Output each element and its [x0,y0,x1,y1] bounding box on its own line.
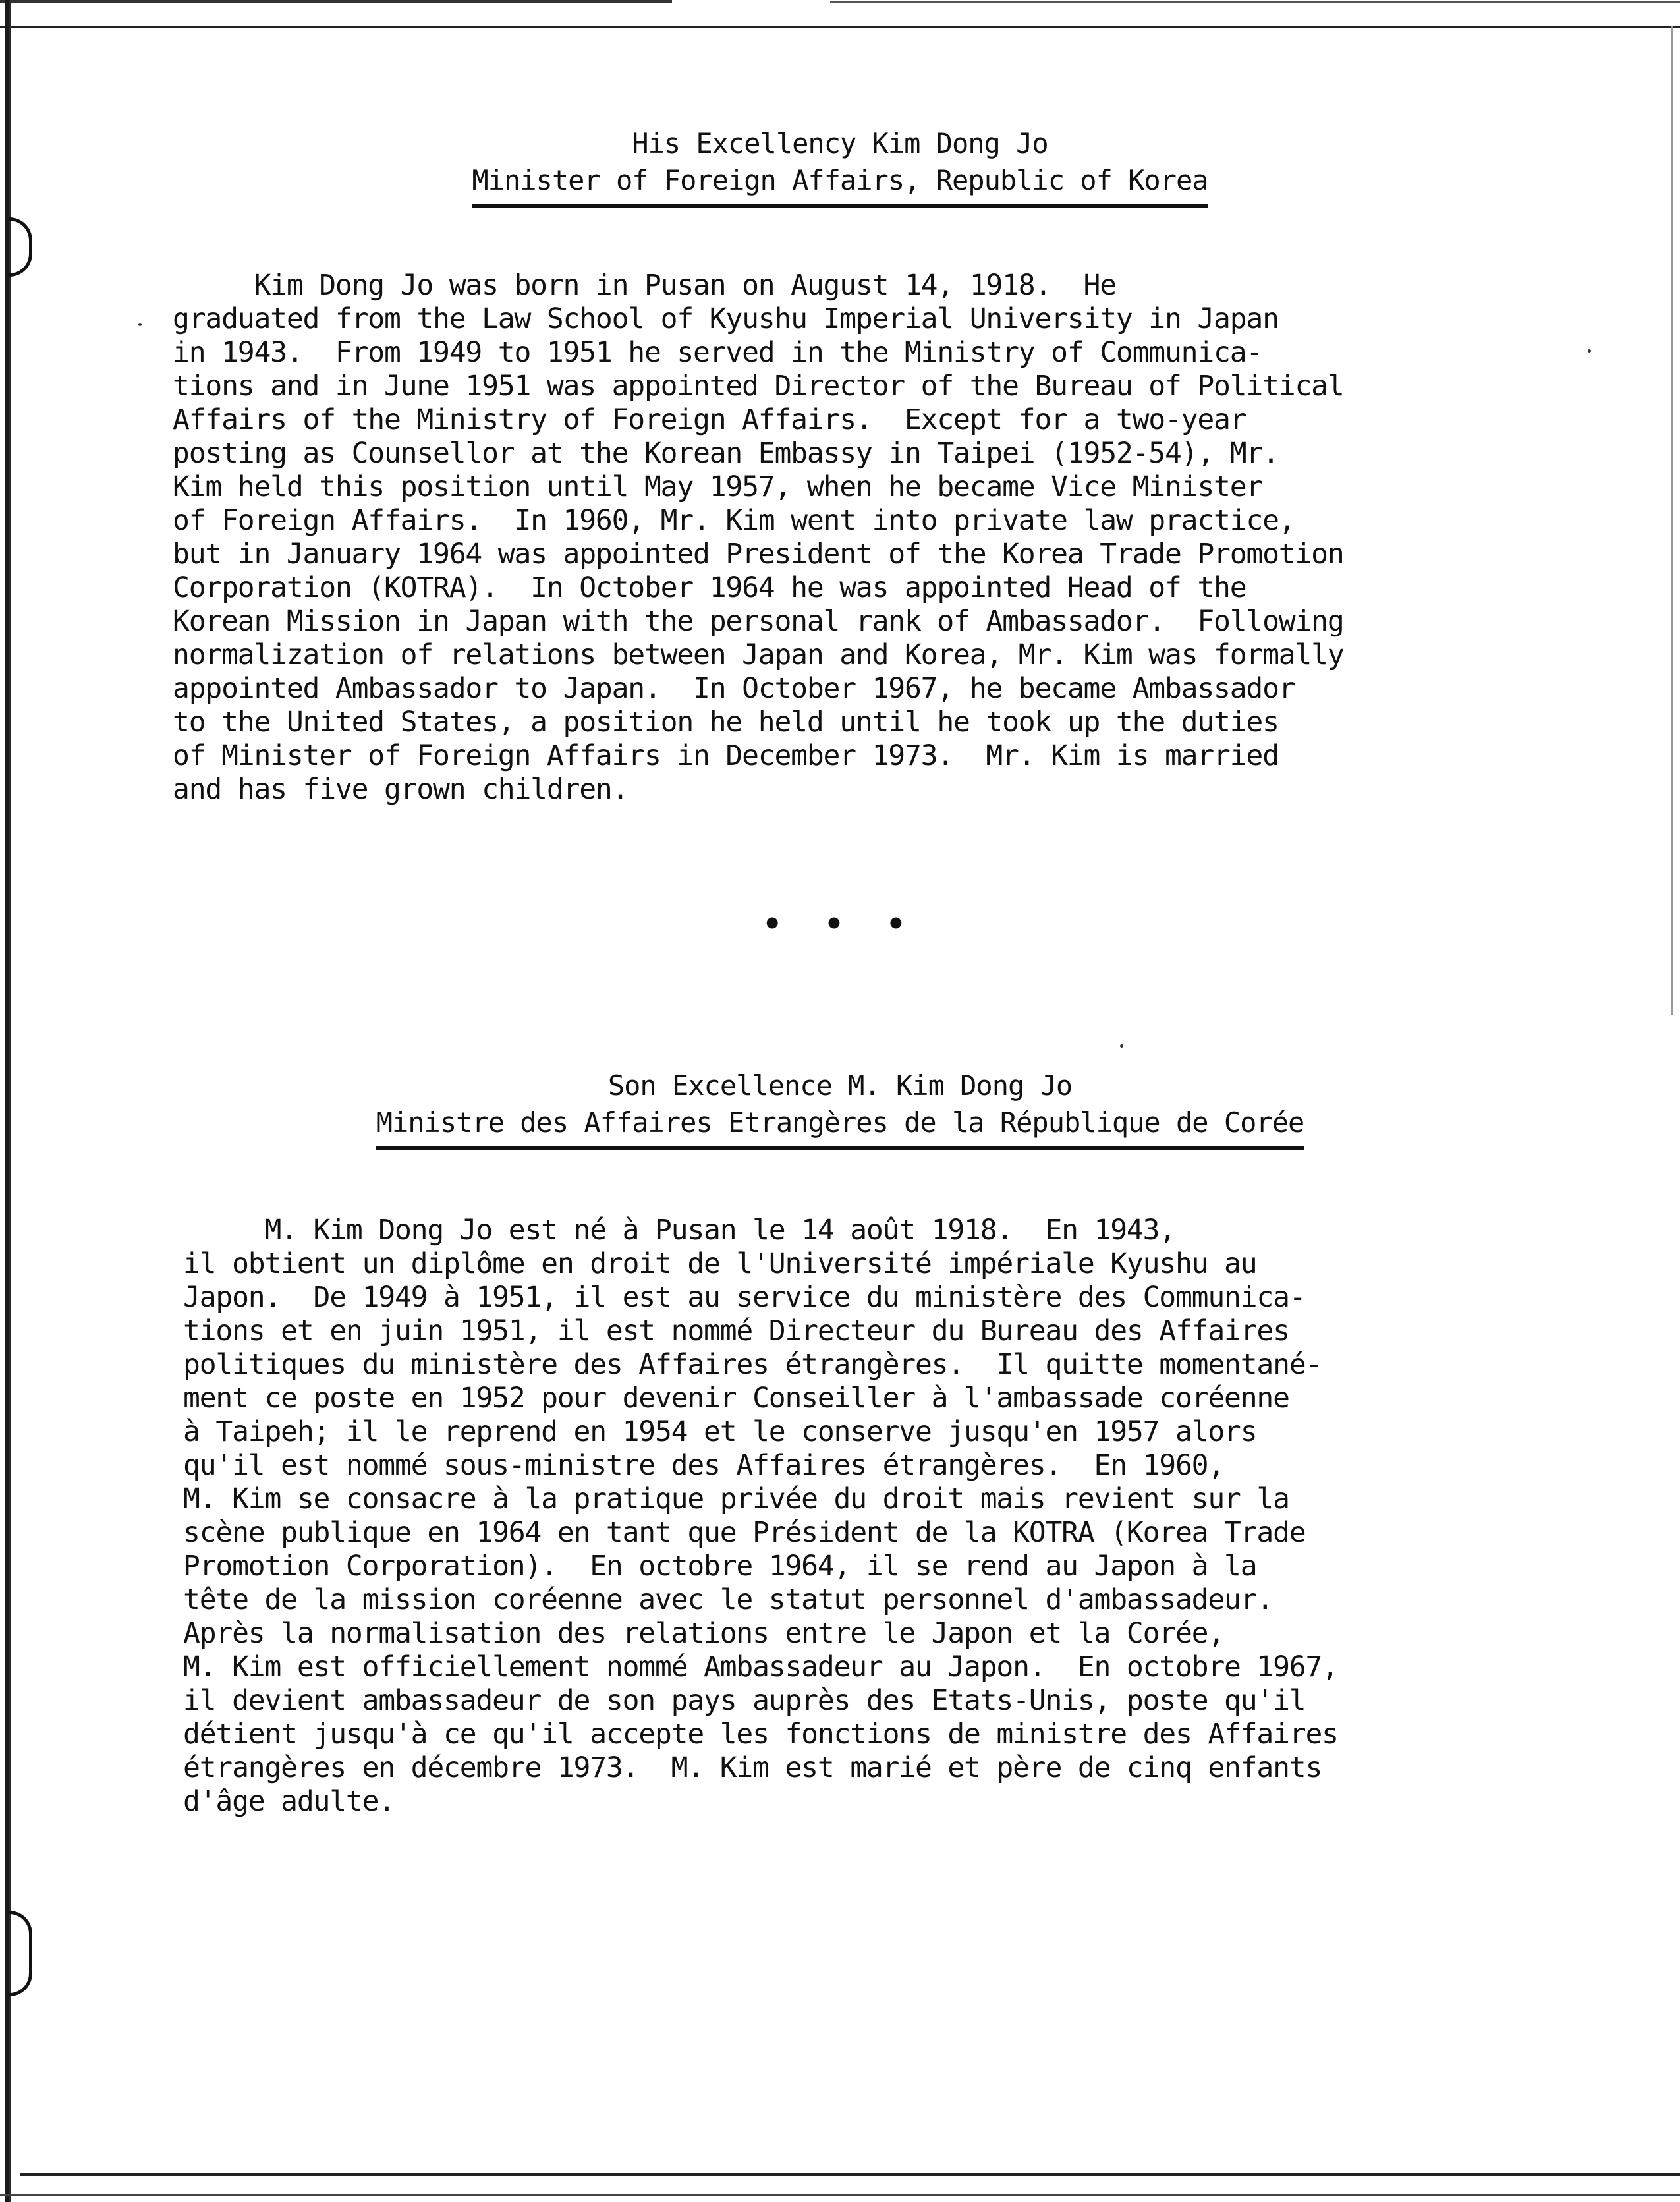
english-subtitle: Minister of Foreign Affairs, Republic of Korea [472,162,1208,208]
body-line: posting as Counsellor at the Korean Embassy in Taipei (1952-54), Mr. [173,437,1279,470]
binding-bracket-bottom [9,1911,32,1996]
body-line: M. Kim est officiellement nommé Ambassadeur au Japon. En octobre 1967, [183,1651,1338,1683]
body-line: Corporation (KOTRA). In October 1964 he was appointed Head of the [173,571,1246,604]
body-line: ment ce poste en 1952 pour devenir Conseiller à l'ambassade coréenne [183,1382,1289,1415]
scan-edge-top-inner [0,26,1680,28]
body-line: à Taipeh; il le reprend en 1954 et le conserve jusqu'en 1957 alors [183,1415,1257,1448]
body-line: détient jusqu'à ce qu'il accepte les fonctions de ministre des Affaires [183,1718,1338,1751]
body-line: and has five grown children. [173,773,629,806]
french-title: Son Excellence M. Kim Dong Jo [607,1069,1073,1102]
body-line: Kim held this position until May 1957, when he became Vice Minister [173,470,1263,503]
body-line: il obtient un diplôme en droit de l'Université impériale Kyushu au [183,1247,1257,1280]
body-line: tions and in June 1951 was appointed Director of the Bureau of Political [173,370,1344,403]
body-line: of Foreign Affairs. In 1960, Mr. Kim went into private law practice, [173,504,1295,537]
body-line: tions et en juin 1951, il est nommé Directeur du Bureau des Affaires [183,1314,1289,1347]
body-line: Kim Dong Jo was born in Pusan on August 14, 1918. He [173,269,1116,302]
body-line: tête de la mission coréenne avec le statut personnel d'ambassadeur. [183,1583,1274,1616]
section-separator: • • • [762,906,918,943]
english-title: His Excellency Kim Dong Jo [632,127,1048,159]
scan-edge-top-right [830,1,1680,3]
body-line: d'âge adulte. [183,1785,395,1818]
body-line: Affairs of the Ministry of Foreign Affairs. Except for a two-year [173,403,1246,436]
body-line: scène publique en 1964 en tant que Président de la KOTRA (Korea Trade [183,1516,1306,1549]
english-biography [173,269,1344,806]
french-biography [183,1214,1338,1819]
body-line: M. Kim se consacre à la pratique privée du droit mais revient sur la [183,1482,1289,1515]
scan-edge-bottom [20,2173,1680,2176]
body-line: Après la normalisation des relations entre le Japon et la Corée, [183,1617,1225,1650]
scan-edge-top [0,0,672,3]
scan-speck [1588,349,1591,353]
body-line: graduated from the Law School of Kyushu Imperial University in Japan [173,302,1279,335]
body-line: in 1943. From 1949 to 1951 he served in the Ministry of Communica- [173,336,1263,369]
body-line: Promotion Corporation). En octobre 1964, il se rend au Japon à la [183,1550,1257,1583]
body-line: politiques du ministère des Affaires étrangères. Il quitte momentané- [183,1348,1322,1381]
body-line: qu'il est nommé sous-ministre des Affaires étrangères. En 1960, [183,1449,1225,1482]
scan-edge-bottom-outer [0,2194,1680,2196]
french-heading [0,1067,1680,1150]
body-line: Korean Mission in Japan with the personal rank of Ambassador. Following [173,605,1344,638]
body-line: il devient ambassadeur de son pays auprès des Etats-Unis, poste qu'il [183,1684,1306,1717]
english-heading [0,125,1680,208]
body-line: of Minister of Foreign Affairs in December 1973. Mr. Kim is married [173,739,1279,772]
french-subtitle: Ministre des Affaires Etrangères de la République de Corée [376,1104,1304,1150]
scan-speck [1120,1044,1123,1048]
binding-bracket-top [9,217,32,277]
scan-speck [138,323,142,326]
body-line: to the United States, a position he held until he took up the duties [173,706,1279,739]
body-line: M. Kim Dong Jo est né à Pusan le 14 août 1918. En 1943, [183,1214,1175,1247]
body-line: étrangères en décembre 1973. M. Kim est marié et père de cinq enfants [183,1751,1322,1784]
body-line: Japon. De 1949 à 1951, il est au service du ministère des Communica- [183,1281,1306,1314]
body-line: but in January 1964 was appointed President of the Korea Trade Promotion [173,538,1344,571]
body-line: normalization of relations between Japan and Korea, Mr. Kim was formally [173,638,1344,671]
body-line: appointed Ambassador to Japan. In October 1967, he became Ambassador [173,672,1295,705]
